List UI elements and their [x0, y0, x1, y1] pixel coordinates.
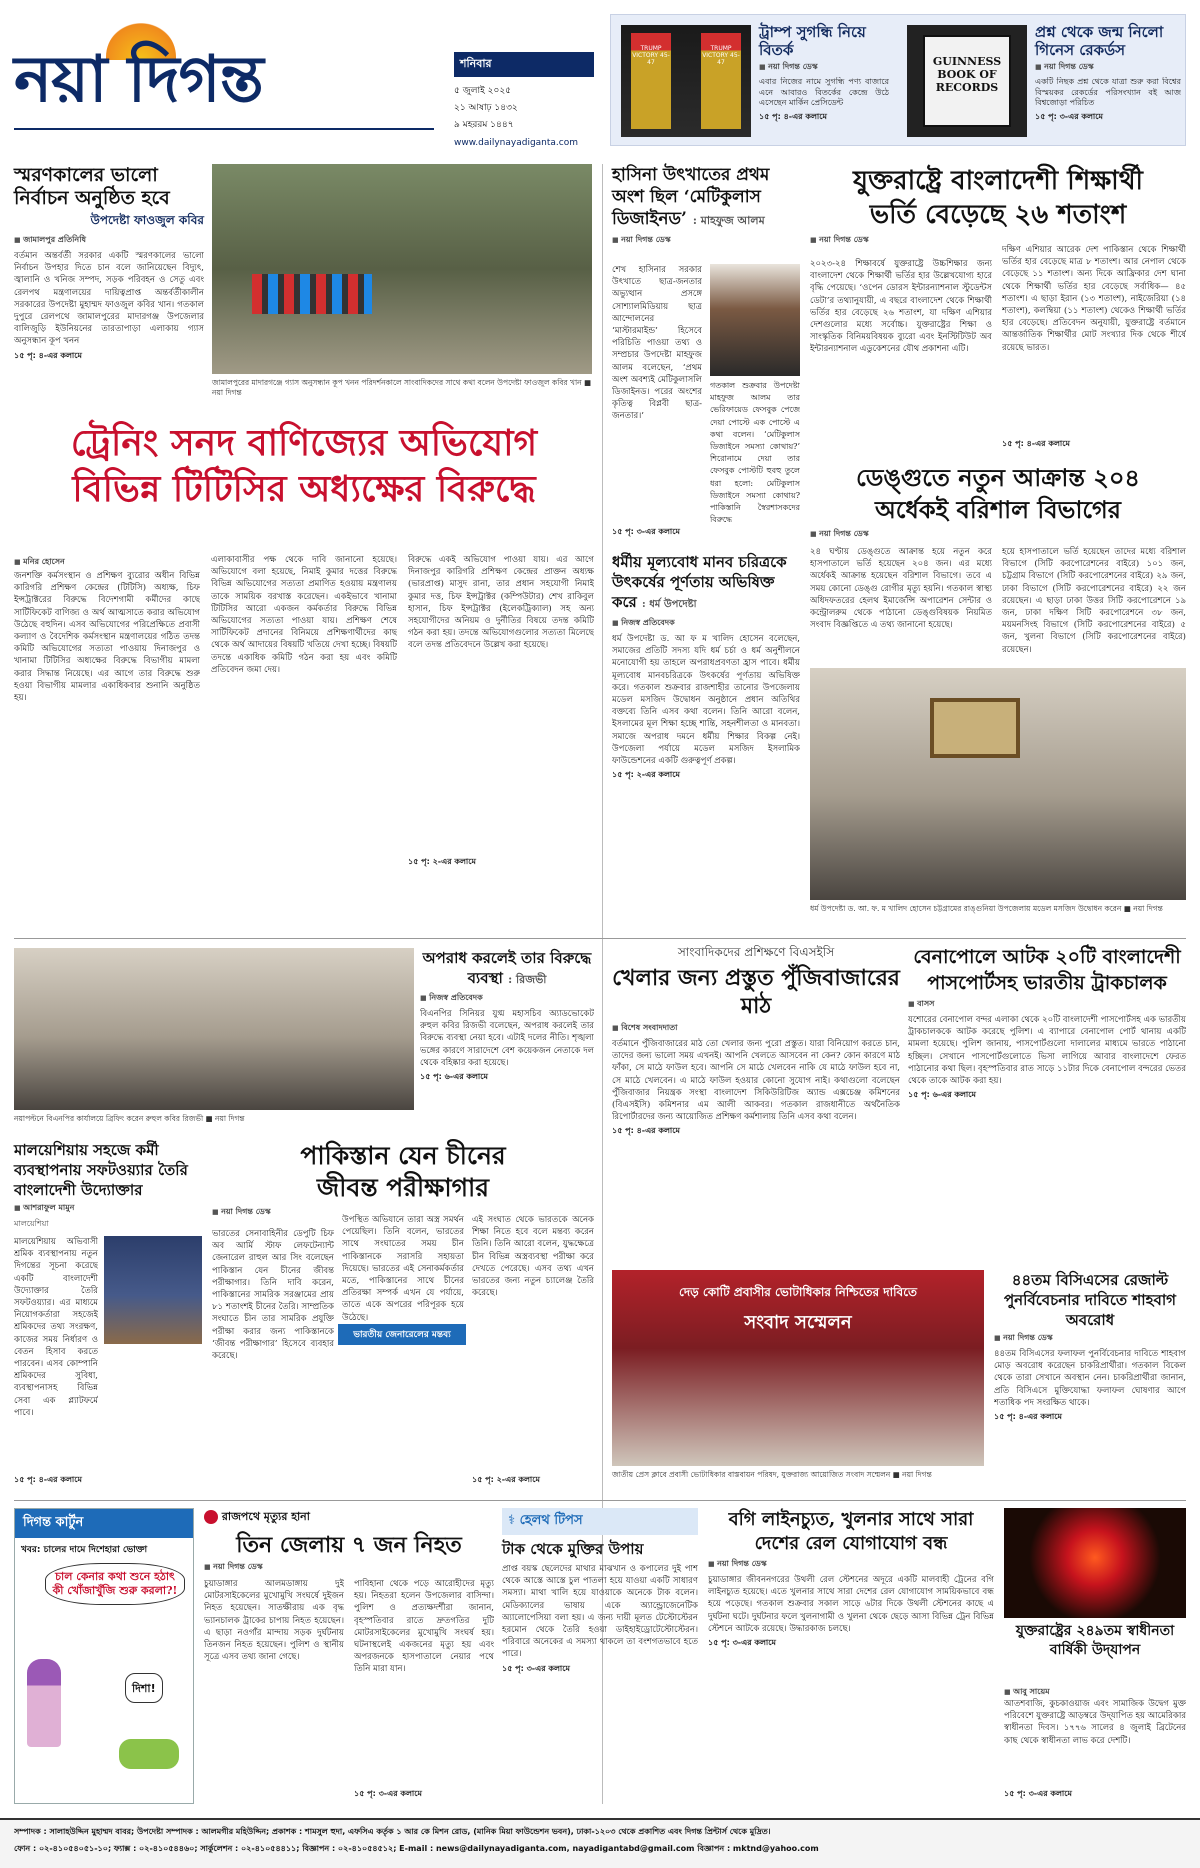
- teaser-guinness-text: একটি নিছক প্রশ্ন থেকে যাত্রা শুরু করা বিশ্বের বিস্ময়কর রেকর্ডের পরিসংখ্যান বই আজ বিশ্বজোড়া পরিচিত: [1035, 77, 1181, 107]
- benapole-reporter: ■ বাসস: [908, 998, 1186, 1011]
- rail-cont[interactable]: ১৫ পৃ: ৩-এর কলামে: [708, 1638, 776, 1648]
- bsec-title[interactable]: খেলার জন্য প্রস্তুত পুঁজিবাজারের মাঠ: [612, 965, 900, 1019]
- benapole-text: যশোরের বেনাপোল বন্দর এলাকা থেকে ২০টি বাংলাদেশী পাসপোর্টসহ এক ভারতীয় ট্রাকচালককে আটক করেছে পুলিশ। এ ব্যাপারে বেনাপোল পোর্ট থানায় একটি মামলা হয়েছে। পুলিশ জানায়, পাসপোর্টগুলো দালালের মাধ্যমে ভারতে পাঠানো হচ্ছিল। সেখানে পাসপোর্টগুলোতে ভিসা লাগিয়ে আবার বাংলাদেশে ফেরত পাঠানোর কথা ছিল। বৃহস্পতিবার রাত সাড়ে ১১টার দিকে বেনাপোল বন্দরের ভেতর থেকে তাকে আটক করা হয়।: [908, 1015, 1186, 1087]
- story-hasina: [612, 164, 800, 544]
- road-cont[interactable]: ১৫ পৃ: ৩-এর কলামে: [354, 1789, 422, 1798]
- crime-reporter: ■ নিজস্ব প্রতিবেদক: [420, 992, 594, 1005]
- expat-banner: [638, 1284, 958, 1339]
- election-reporter: ■ জামালপুর প্রতিনিধি: [14, 234, 204, 247]
- cartoon-header: দিগন্ত কার্টুন: [15, 1509, 193, 1538]
- teaser-trump-text: এবার নিজের নামে সুগন্ধি পণ্য বাজারে এনে আবারও বিতর্কের কেন্দ্রে উঠে এসেছেন মার্কিন প্রেসিডেন্ট: [759, 77, 889, 107]
- malaysia-location: মালয়েশিয়া: [14, 1219, 49, 1228]
- masthead: [14, 14, 594, 146]
- teaser-panel: [610, 14, 1186, 146]
- hasina-title-text: হাসিনা উৎখাতের প্রথম অংশ ছিল ‘মেটিকুলাস ডিজাইনড’: [612, 165, 770, 229]
- crime-title[interactable]: [420, 948, 594, 990]
- expat-banner-line-2: সংবাদ সম্মেলন: [744, 1312, 852, 1333]
- story-malaysia: [14, 1140, 204, 1492]
- pakistan-title-1[interactable]: পাকিস্তান যেন চীনের: [300, 1141, 506, 1170]
- benapole-title-1[interactable]: বেনাপোলে আটক ২০টি বাংলাদেশী: [913, 946, 1181, 968]
- benapole-cont[interactable]: ১৫ পৃ: ৬-এর কলামে: [908, 1090, 976, 1100]
- bcs-cont[interactable]: ১৫ পৃ: ৪-এর কলামে: [994, 1412, 1062, 1422]
- date-en: ৫ জুলাই ২০২৫: [454, 86, 512, 96]
- students-desk: ■ নয়া দিগন্ত ডেস্ক: [810, 234, 1186, 247]
- cartoon-caption: খবর: চালের দামে দিশেহারা ভোক্তা: [21, 1545, 148, 1555]
- values-byline: : ধর্ম উপদেষ্টা: [642, 599, 697, 610]
- values-cont[interactable]: ১৫ পৃ: ২-এর কলামে: [612, 770, 680, 780]
- imprint-line-1: সম্পাদক : সালাহউদ্দিন মুহাম্মদ বাবর; উপদেষ্টা সম্পাদক : আলমগীর মহিউদ্দিন; প্রকাশক : শামসুল হুদা, এফসিএ কর্তৃক ১ আর কে মিশন রোড, (মানিক মিয়া ফাউন্ডেশন ভবন), ঢাকা-১২০৩ থেকে প্রকাশিত এবং দিগন্ত প্রিন্টার্স থেকে মুদ্রিত।: [14, 1827, 771, 1836]
- independence-text: আতশবাজি, কুচকাওয়াজ এবং সামাজিক উদ্বেগ মুক্ত পরিবেশে যুক্তরাষ্ট্রে আড়ম্বরে উদ্‌যাপিত হয় আমেরিকার স্বাধীনতা দিবস। ১৭৭৬ সালের ৪ জুলাই ব্রিটেনের কাছ থেকে স্বাধীনতা লাভ করে দেশটি।: [1004, 1699, 1186, 1746]
- story-health: [502, 1508, 698, 1804]
- dengue-title-1[interactable]: ডেঙ্গুতে নতুন আক্রান্ত ২০৪: [855, 463, 1140, 492]
- independence-cont[interactable]: ১৫ পৃ: ৩-এর কলামে: [1004, 1789, 1072, 1798]
- death-icon: [204, 1510, 218, 1524]
- cartoon-woman-figure: [27, 1659, 61, 1747]
- expat-caption-text: জাতীয় প্রেস ক্লাবে প্রবাসী ভোটাধিকার বাস্তবায়ন পরিষদ, যুক্তরাজ্য আয়োজিত সংবাদ সম্মেলন: [612, 1470, 891, 1479]
- perfume-label-left: TRUMP VICTORY 45-47: [632, 45, 670, 66]
- students-title-1[interactable]: যুক্তরাষ্ট্রে বাংলাদেশী শিক্ষার্থী: [853, 166, 1143, 196]
- perfume-label-right: TRUMP VICTORY 45-47: [702, 45, 740, 66]
- hasina-text: গতকাল শুক্রবার উপদেষ্টা মাহফুজ আলম তার ভেরিফায়েড ফেসবুক পেজে দেয়া পোস্টে এক পোস্টে এ কথা বলেন। ‘মেটিকুলাস ডিজাইনে সমস্যা কোথায়?’ শিরোনামে দেয়া তার ফেসবুক পোস্টটি হুবহু তুলে ধরা হলো: মেটিকুলাস ডিজাইনে সমস্যা কোথায়? পাকিস্তানি স্বৈরশাসকদের বিরুদ্ধে: [710, 381, 800, 525]
- hasina-cont[interactable]: ১৫ পৃ: ৩-এর কলামে: [612, 527, 680, 536]
- story-dengue: [810, 462, 1186, 662]
- crime-caption-text: নয়াপল্টনে বিএনপির কার্যালয়ে ব্রিফিং করেন রুহুল কবির রিজভী: [14, 1114, 204, 1123]
- guinness-cover: [923, 35, 1011, 127]
- cartoon-man-figure: [119, 1739, 179, 1769]
- pakistan-title-2[interactable]: জীবন্ত পরীক্ষাগার: [316, 1173, 490, 1202]
- pakistan-cont[interactable]: ১৫ পৃ: ২-এর কলামে: [472, 1475, 540, 1484]
- section-rule-1: [14, 938, 1186, 939]
- story-bcs: [994, 1270, 1186, 1492]
- microphones-icon: [252, 274, 372, 314]
- crime-caption: নয়াপল্টনে বিএনপির কার্যালয়ে ব্রিফিং করেন রুহুল কবির রিজভী ■ নয়া দিগন্ত: [14, 1114, 245, 1123]
- cartoon-bubble-small-text: দিশা!: [132, 1682, 156, 1695]
- crime-text: বিএনপির সিনিয়র যুগ্ম মহাসচিব অ্যাডভোকেট রুহুল কবির রিজভী বলেছেন, অপরাধ করলেই তার বিরুদ্ধে ব্যবস্থা নেয়া হবে। এটাই দলের নীতি। শৃঙ্খলা ভঙ্গের কারণে সারাদেশে বেশ কয়েকজন নেতাকে দল থেকে বহিষ্কার করা হয়েছে।: [420, 1009, 594, 1068]
- pakistan-badge: ভারতীয় জেনারেলের মন্তব্য: [338, 1324, 466, 1345]
- road-kicker-text: রাজপথে মৃত্যুর হানা: [221, 1510, 310, 1523]
- lead-title-1[interactable]: ট্রেনিং সনদ বাণিজ্যের অভিযোগ: [70, 422, 538, 464]
- hasina-text-narrow: শেখ হাসিনার সরকার উৎখাতে ছাত্র-জনতার অভ্যুত্থান প্রসঙ্গে সোশ্যালমিডিয়ায় ছাত্র আন্দোলনের ‘মাস্টারমাইন্ড’ হিসেবে পরিচিতি পাওয়া তথ্য ও সম্প্রচার উপদেষ্টা মাহফুজ আলম বলেছেন, ‘প্রথম অংশ অবশ্যই মেটিকুলাসলি ডিজাইনড। পরের অংশের কৃতিত্ব বিপ্লবী ছাত্র-জনতার।’: [612, 265, 702, 422]
- election-caption-credit: নয়া দিগন্ত: [212, 388, 242, 397]
- students-title-2[interactable]: ভর্তি বেড়েছে ২৬ শতাংশ: [869, 200, 1127, 230]
- expat-caption-credit: নয়া দিগন্ত: [902, 1470, 932, 1479]
- election-cont[interactable]: ১৫ পৃ: ৪-এর কলামে: [14, 350, 82, 360]
- cartoon-bubble-small: [125, 1673, 163, 1703]
- road-col-2: পাবিহানা থেকে পড়ে আরোহীদের মৃত্যু হয়। নিহতরা হলেন উপজেলার বাসিন্দা। পুলিশ ও প্রত্যক্ষদর্শীরা জানান, বৃহস্পতিবার রাতে দ্রুতগতির দুটি মোটরসাইকেলের মুখোমুখি সংঘর্ষ হয়। ঘটনাস্থলেই একজনের মৃত্যু হয় এবং অপরজনকে হাসপাতালে নেয়ার পথে তিনি মারা যান।: [354, 1579, 494, 1675]
- dengue-desk: ■ নয়া দিগন্ত ডেস্ক: [810, 528, 1186, 541]
- election-text: বর্তমান অন্তর্বর্তী সরকার একটি স্মরণকালের ভালো নির্বাচন উপহার দিতে চান বলে জানিয়েছেন বিদ্যুৎ, জ্বালানি ও খনিজ সম্পদ, সড়ক পরিবহন ও সেতু এবং রেলপথ মন্ত্রণালয়ের দায়িত্বপ্রাপ্ত অন্তর্বর্তীকালীন সরকারের উপদেষ্টা মুহাম্মদ ফাওজুল কবির খান। গতকাল দুপুরে রেলপথে জামালপুরের মাদারগঞ্জ উপজেলার বালিজুড়ি ইউনিয়নের তারতাপাড়া এলাকায় গ্যাস অনুসন্ধান কূপ খনন: [14, 251, 204, 347]
- teaser-trump-desk: ■ নয়া দিগন্ত ডেস্ক: [759, 61, 889, 74]
- expat-press-conference-photo[interactable]: [612, 1270, 984, 1466]
- dengue-title-2[interactable]: অর্ধেকই বরিশাল বিভাগের: [875, 495, 1121, 524]
- bcs-text: ৪৪তম বিসিএসের ফলাফল পুনর্বিবেচনার দাবিতে শাহবাগ মোড় অবরোধ করেছেন চাকরিপ্রার্থীরা। গতকাল বিকেল থেকে তারা সেখানে অবস্থান নেন। চাকরিপ্রার্থীরা জানান, প্রতি বিসিএসে মুক্তিযোদ্ধা ফলাফল ঘোষণার আগে শতাধিক পদ সংরক্ষিত থাকে।: [994, 1349, 1186, 1408]
- election-caption: জামালপুরের মাদারগঞ্জে গ্যাস অনুসন্ধান কূপ খনন পরিদর্শনকালে সাংবাদিকদের সাথে কথা বলেন উপদেষ্টা ফাওজুল কবির খান ■ নয়া দিগন্ত: [212, 378, 592, 397]
- values-reporter: ■ নিজস্ব প্রতিবেদক: [612, 617, 800, 630]
- bsec-text: বর্তমানে পুঁজিবাজারের মাঠ তো খেলার জন্য পুরো প্রস্তুত। যারা বিনিয়োগ করতে চান, তাদের জন্য ভালো সময় এখনই। আপনি খেলতে আসবেন না কেন? কোন কারণে মাঠ ফাঁকা, সে মাঠে ফাউল হবে। আপনি সে মাঠে খেলবেন নাকি যে মাঠে ফাউল হবে না, সে মাঠে খেলবেন। এ মাঠে ফাউল হওয়ার কোনো সুযোগ নাই। কথাগুলো বলেছেন পুঁজিবাজার নিয়ন্ত্রক সংস্থা বাংলাদেশ সিকিউরিটিজ অ্যান্ড এক্সচেঞ্জ কমিশনের (বিএসইসি) কমিশনার এম আলী আকবর। গতকাল রাজধানীতে অর্থনৈতিক রিপোর্টারদের জন্য আয়োজিত প্রশিক্ষণ কর্মশালায় তিনি এসব কথা বলেন।: [612, 1039, 900, 1123]
- mahfuz-portrait[interactable]: [710, 264, 800, 376]
- story-election: [14, 164, 204, 400]
- rizvi-briefing-photo[interactable]: [14, 948, 414, 1110]
- teaser-guinness-desk: ■ নয়া দিগন্ত ডেস্ক: [1035, 61, 1181, 74]
- cartoon-panel: [14, 1508, 194, 1804]
- story-rail: [708, 1508, 994, 1804]
- guinness-book-image[interactable]: [907, 25, 1027, 137]
- crime-title-text: অপরাধ করলেই তার বিরুদ্ধে ব্যবস্থা: [422, 949, 592, 987]
- crime-cont[interactable]: ১৫ পৃ: ৬-এর কলামে: [420, 1072, 488, 1082]
- masthead-logo[interactable]: নয়া দিগন্ত: [14, 42, 263, 117]
- pakistan-col-2: উপস্থিত অভিযানে তারা অস্ত্র সমর্থন পেয়েছিল। তিনি বলেন, ভারতের সাথে সংঘাতের সময় চীন পাকিস্তানকে সরাসরি সহায়তা দিয়েছে। ভারতের এই সেনাকর্মকর্তার মতে, পাকিস্তানের সাথে চীনের প্রতিরক্ষা সম্পর্ক এখন যে পর্যায়ে, তাতে একে অপরের পরিপূরক হয়ে উঠেছে।: [342, 1215, 464, 1323]
- date-hijri: ৯ মহররম ১৪৪৭: [454, 120, 514, 130]
- date-bn: ২১ আষাঢ় ১৪৩২: [454, 103, 518, 113]
- story-crime: [420, 948, 594, 1128]
- teaser-trump-cont[interactable]: ১৫ পৃ: ৪-এর কলামে: [759, 111, 827, 121]
- story-values: [612, 552, 800, 922]
- story-independence: [1004, 1508, 1186, 1804]
- day-label: শনিবার: [454, 52, 594, 77]
- rail-text: চুয়াডাঙ্গার জীবননগরের উথলী রেল স্টেশনের অদূরে একটি মালবাহী ট্রেনের বগি লাইনচ্যুত হয়েছে। এতে খুলনার সাথে সারা দেশের রেল যোগাযোগ সাময়িকভাবে বন্ধ হয়ে পড়েছে। গতকাল শুক্রবার সকাল সাড়ে ৬টার দিকে উথলী স্টেশনের কাছে এ দুর্ঘটনা ঘটে। দুর্ঘটনার ফলে খুলনাগামী ও খুলনা থেকে ছেড়ে আসা বিভিন্ন ট্রেন বিভিন্ন স্টেশনে আটকে রয়েছে। উদ্ধারকাজ চলছে।: [708, 1575, 994, 1634]
- students-col-1: ২০২৩-২৪ শিক্ষাবর্ষে যুক্তরাষ্ট্রে উচ্চশিক্ষার জন্য বাংলাদেশ থেকে শিক্ষার্থী ভর্তির হার উল্লেখযোগ্য হারে বৃদ্ধি পেয়েছে। ‘ওপেন ডোরস ইন্টারন্যাশনাল স্টুডেন্টস ডেটা’র তথ্যানুযায়ী, এ বছরে বাংলাদেশ থেকে শিক্ষার্থী ভর্তির হার বেড়েছে ২৬ শতাংশ, যা দক্ষিণ এশিয়ার দেশগুলোর মধ্যে সর্বোচ্চ। যুক্তরাষ্ট্রের শিক্ষা ও সাংস্কৃতিক বিনিময়বিষয়ক ব্যুরো এবং ইনস্টিটিউট অব ইন্টারন্যাশনাল এডুকেশনের যৌথ প্রকাশনা এটি।: [810, 259, 992, 355]
- teaser-trump[interactable]: [759, 23, 889, 124]
- malaysia-text: মালয়েশিয়ায় অভিবাসী শ্রমিক ব্যবস্থাপনায় নতুন দিগন্তের সূচনা করেছে একটি বাংলাদেশী উদ্যোক্তার তৈরি সফটওয়্যার। এর মাধ্যমে নিয়োগকর্তারা সহজেই শ্রমিকদের তথ্য সংরক্ষণ, কাজের সময় নির্ধারণ ও বেতন হিসাব করতে পারবেন। এসব কোম্পানি শ্রমিকদের সুবিধা, ব্যবস্থাপনাসহ বিভিন্ন সেবা এক প্ল্যাটফর্মে পাবে।: [14, 1237, 98, 1418]
- pakistan-col-1: ভারতের সেনাবাহিনীর ডেপুটি চিফ অব আর্মি স্টাফ লেফটেন্যান্ট জেনারেল রাহুল আর সিং বলেছেন পাকিস্তান যেন চীনের জীবন্ত পরীক্ষাগার। তিনি দাবি করেন, পাকিস্তানের সামরিক সরঞ্জামের প্রায় ৮১ শতাংশই চীনের তৈরি। সাম্প্রতিক সংঘাতে চীন তার সামরিক প্রযুক্তি পরীক্ষা করার জন্য পাকিস্তানকে ‘জীবন্ত পরীক্ষাগার’ হিসেবে ব্যবহার করেছে।: [212, 1229, 334, 1362]
- expat-banner-line-1: দেড় কোটি প্রবাসীর ভোটাধিকার নিশ্চিতের দাবিতে: [678, 1285, 918, 1299]
- students-col-2: দক্ষিণ এশিয়ার আরেক দেশ পাকিস্তান থেকে শিক্ষার্থী ভর্তির হার বেড়েছে মাত্র ৮ শতাংশ। আর নেপাল থেকে বেড়েছে ১১ শতাংশ। অন্য দিকে আফ্রিকার দেশ ঘানা থেকে শিক্ষার্থী ভর্তির হার বেড়েছে সর্বাধিক— ৪৫ শতাংশ। এ ছাড়া ইরান (১৩ শতাংশ), নাইজেরিয়া (১৪ শতাংশ), কলম্বিয়া (১১ শতাংশ) থেকেও শিক্ষার্থী ভর্তির হার বেড়েছে। প্রতিবেদন অনুযায়ী, যুক্তরাষ্ট্রে বর্তমানে আন্তর্জাতিক শিক্ষার্থীর মোট সংখ্যার দিক থেকে শীর্ষে রয়েছে ভারত।: [1002, 245, 1186, 353]
- imprint-line-2: ফোন : ০২-৪১০৫৪০৫১-১০; ফ্যাক্স : ০২-৪১০৫৪৪৬০; সার্কুলেশন : ০২-৪১০৫৪৪১১; বিজ্ঞাপন : ০২-৪১০৫৪৫১২; E-mail : news@dailynayadiganta.com, nayadigantabd@gmail.com বিজ্ঞাপন : mktnd@yahoo.com: [14, 1844, 819, 1853]
- election-subtitle: উপদেষ্টা ফাওজুল কবির: [90, 213, 204, 227]
- health-kicker: [502, 1508, 698, 1535]
- hasina-byline: : মাহফুজ আলম: [692, 214, 765, 227]
- independence-title[interactable]: যুক্তরাষ্ট্রের ২৪৯তম স্বাধীনতা বার্ষিকী উদ্‌যাপন: [1015, 1623, 1175, 1658]
- story-benapole: [908, 944, 1186, 1262]
- logo-underline: [14, 128, 434, 130]
- rail-title[interactable]: বগি লাইনচ্যুত, খুলনার সাথে সারা দেশের রেল যোগাযোগ বন্ধ: [728, 1509, 974, 1554]
- teaser-trump-title[interactable]: ট্রাম্প সুগন্ধি নিয়ে বিতর্ক: [759, 23, 866, 59]
- students-cont[interactable]: ১৫ পৃ: ৪-এর কলামে: [1002, 439, 1070, 448]
- values-caption-text: ধর্ম উপদেষ্টা ড. আ. ফ. ম খালিদ হোসেন চট্টগ্রামের রাঙ্গুনিয়া উপজেলায় মডেল মসজিদ উদ্বোধন করেন: [810, 904, 1122, 913]
- mosque-inauguration-photo[interactable]: [810, 668, 1186, 900]
- lead-cont[interactable]: ১৫ পৃ: ২-এর কলামে: [408, 857, 476, 866]
- malaysia-cont[interactable]: ১৫ পৃ: ৪-এর কলামে: [14, 1475, 82, 1484]
- hasina-title[interactable]: [612, 164, 800, 232]
- crime-caption-credit: নয়া দিগন্ত: [214, 1114, 245, 1123]
- bcs-title[interactable]: ৪৪তম বিসিএসের রেজাল্ট পুনর্বিবেচনার দাবিতে শাহবাগ অবরোধ: [1003, 1271, 1177, 1329]
- pakistan-desk: ■ নয়া দিগন্ত ডেস্ক: [212, 1206, 594, 1219]
- lead-headline: [14, 420, 594, 512]
- values-title-text: ধর্মীয় মূল্যবোধ মানব চরিত্রকে উৎকর্ষের পূর্ণতায় অভিষিক্ত করে: [612, 553, 787, 611]
- lead-col-2: এলাকাবাসীর পক্ষ থেকে দাবি জানানো হয়েছে। অভিযোগে বলা হয়েছে, নিমাই কুমার দত্তের বিরুদ্ধে বিভিন্ন অভিযোগের সত্যতা প্রমাণিত হওয়ায় মন্ত্রণালয় তাকে সাময়িক বরখাস্ত করেছেন। একইভাবে খানামা টিটিসির আরো একজন কর্মকর্তার বিরুদ্ধে বিভিন্ন অভিযোগের সত্যতা পাওয়া যায়। প্রশিক্ষণ শেষে সার্টিফিকেট প্রদানের বিনিময়ে প্রশিক্ষণার্থীদের কাছ থেকে অর্থ আদায়ের বিষয়টি খতিয়ে দেখা হচ্ছে। বিষয়টি তদন্তে একাধিক কমিটি গঠন করা হয় এবং কমিটি প্রতিবেদন জমা দেয়।: [211, 555, 397, 675]
- election-title[interactable]: স্মরণকালের ভালো নির্বাচন অনুষ্ঠিত হবে: [14, 164, 170, 209]
- plaque-icon: [930, 698, 1020, 758]
- teaser-guinness-cont[interactable]: ১৫ পৃ: ৩-এর কলামে: [1035, 111, 1103, 121]
- lead-reporter: ■ মনির হোসেন: [14, 556, 594, 569]
- story-pakistan: [212, 1140, 594, 1492]
- lead-title-2[interactable]: বিভিন্ন টিটিসির অধ্যক্ষের বিরুদ্ধে: [72, 468, 536, 510]
- road-kicker: [204, 1508, 494, 1527]
- story-students: [810, 164, 1186, 454]
- values-title[interactable]: [612, 552, 800, 615]
- lead-col-1: জনশক্তি কর্মসংস্থান ও প্রশিক্ষণ ব্যুরোর অধীন বিভিন্ন কারিগরি প্রশিক্ষণ কেন্দ্রের (টিটিসি) অধ্যক্ষ, চিফ ইন্সট্রাক্টরের বিরুদ্ধে বিদেশগামী কর্মীদের কাছে সার্টিফিকেট বাণিজ্য ও অর্থ আত্মসাতে করার অভিযোগ উঠেছে বহুদিন। এসব অভিযোগের পরিপ্রেক্ষিতে প্রবাসী কল্যাণ ও বৈদেশিক কর্মসংস্থান মন্ত্রণালয়ের গঠিত তদন্ত কমিটি অভিযোগের সত্যতা পাওয়ায় দিনাজপুর ও খানামা টিটিসির অধ্যক্ষের বিরুদ্ধে বিভাগীয় মামলা করার সিদ্ধান্ত নিয়েছে। এর আগে তার বিরুদ্ধে শুরু হওয়া বিভাগীয় মামলার একাধিকবার শুনানি অনুষ্ঠিত হয়।: [14, 571, 200, 704]
- road-desk: ■ নয়া দিগন্ত ডেস্ক: [204, 1561, 494, 1574]
- expat-caption: জাতীয় প্রেস ক্লাবে প্রবাসী ভোটাধিকার বাস্তবায়ন পরিষদ, যুক্তরাজ্য আয়োজিত সংবাদ সম্মেলন ■ নয়া দিগন্ত: [612, 1470, 932, 1479]
- lead-col-3: বিরুদ্ধে একই অভিযোগ পাওয়া যায়। এর আগে দিনাজপুর কারিগরি প্রশিক্ষণ কেন্দ্রের প্রাক্তন অধ্যক্ষ (ভারপ্রাপ্ত) মাসুদ রানা, তার প্রধান সহযোগী নিমাই কুমার দত্ত, চিফ ইন্সট্রাক্টর (কম্পিউটার) শেখ রাকিবুল হাসান, চিফ ইন্সট্রাক্টর (ইলেকট্রিক্যাল) সহ অন্য সহযোগীদের অনিয়ম ও দুর্নীতির বিষয়ে তদন্ত কমিটি গঠন করা হয়। তদন্তে অভিযোগগুলোর সত্যতা মিলেছে বলে তদন্ত প্রতিবেদনে উল্লেখ করা হয়েছে।: [408, 555, 594, 651]
- imprint-footer: [0, 1818, 1200, 1868]
- trump-perfume-image[interactable]: [621, 25, 751, 137]
- benapole-title-2[interactable]: পাসপোর্টসহ ভারতীয় ট্রাকচালক: [927, 972, 1167, 994]
- doctor-icon: ⚕: [508, 1513, 516, 1528]
- independence-byline: ■ আবু সায়েম: [1004, 1686, 1050, 1699]
- dengue-col-1: ২৪ ঘণ্টায় ডেঙ্গুতে আক্রান্ত হয়ে নতুন করে হাসপাতালে ভর্তি হয়েছেন ২০৪ জন। এর মধ্যে অর্ধেকই আক্রান্ত হয়েছেন বরিশাল বিভাগে। তবে এ সময় কোনো ডেঙ্গু রোগীর মৃত্যু হয়নি। গতকাল স্বাস্থ্য অধিদফতরের হেলথ ইমার্জেন্সি অপারেশন সেন্টার ও কন্ট্রোলরুম থেকে পাঠানো ডেঙ্গুবিষয়ক নিয়মিত সংবাদ বিজ্ঞপ্তিতে এ তথ্য জানানো হয়েছে।: [810, 547, 992, 631]
- election-photo[interactable]: [212, 164, 592, 374]
- teaser-guinness[interactable]: [1035, 23, 1181, 124]
- dateline-box: [454, 52, 594, 148]
- election-caption-text: জামালপুরের মাদারগঞ্জে গ্যাস অনুসন্ধান কূপ খনন পরিদর্শনকালে সাংবাদিকদের সাথে কথা বলেন উপদেষ্টা ফাওজুল কবির খান: [212, 378, 582, 387]
- story-road: [204, 1508, 494, 1804]
- road-col-1: চুয়াডাঙ্গার আলমডাঙ্গায় দুই মোটরসাইকেলের মুখোমুখি সংঘর্ষে দুইজন নিহত হয়েছেন। সাতক্ষীরায় এক বৃদ্ধ ভ্যানচালক ট্রাকের চাপায় নিহত হয়েছেন। এ ছাড়া নওগাঁর মান্দায় সড়ক দুর্ঘটনায় তিনজন নিহত হয়েছেন। পুলিশ ও স্থানীয় সূত্রে এসব তথ্য জানা গেছে।: [204, 1579, 344, 1663]
- bcs-desk: ■ নয়া দিগন্ত ডেস্ক: [994, 1332, 1186, 1345]
- values-text: ধর্ম উপদেষ্টা ড. আ ফ ম খালিদ হোসেন বলেছেন, সমাজের প্রতিটি সদস্য যদি ধর্ম চর্চা ও ধর্ম অনুশীলনে মনোযোগী হয় তাহলে অপরাধপ্রবণতা হ্রাস পাবে। ধর্মীয় মূল্যবোধ মানবচরিত্রকে উৎকর্ষের পূর্ণতায় অভিষিক্ত করে। গতকাল শুক্রবার রাজশাহীর তানোর উপজেলায় মডেল মসজিদ উদ্বোধন অনুষ্ঠানে প্রধান অতিথির বক্তব্যে তিনি এসব কথা বলেন। তিনি আরো বলেন, ইসলামের মূল শিক্ষা হচ্ছে শান্তি, সহনশীলতা ও মানবতা। সমাজে অপরাধ দমনে ধর্মীয় শিক্ষার বিকল্প নেই। উপজেলা পর্যায়ে মডেল মসজিদ ইসলামিক ফাউন্ডেশনের একটি গুরুত্বপূর্ণ প্রকল্প।: [612, 634, 800, 767]
- dengue-col-2: হয়ে হাসপাতালে ভর্তি হয়েছেন তাদের মধ্যে বরিশাল বিভাগে (সিটি করপোরেশনের বাইরে) ১০১ জন, চট্টগ্রাম বিভাগে (সিটি করপোরেশনের বাইরে) ২৯ জন, ঢাকা বিভাগে (সিটি করপোরেশনের বাইরে) ২২ জন রয়েছেন। এ ছাড়া ঢাকা উত্তর সিটি করপোরেশনে ১৯ জন, ঢাকা দক্ষিণ সিটি করপোরেশনে ৩৮ জন, ময়মনসিংহ বিভাগে (সিটি করপোরেশনের বাইরে) ৫ জন, খুলনা বিভাগে (সিটি করপোরেশনের বাইরে) রয়েছেন।: [1002, 547, 1186, 655]
- story-bsec: [612, 944, 900, 1262]
- malaysia-reporter: ■ আশরাফুল মামুন: [14, 1202, 204, 1215]
- values-caption: ধর্ম উপদেষ্টা ড. আ. ফ. ম খালিদ হোসেন চট্টগ্রামের রাঙ্গুনিয়া উপজেলায় মডেল মসজিদ উদ্বোধন করেন ■ নয়া দিগন্ত: [810, 904, 1163, 913]
- fireworks-photo[interactable]: [1004, 1508, 1186, 1618]
- health-kicker-text: হেলথ টিপস: [519, 1513, 583, 1528]
- story-lead: [14, 554, 594, 912]
- guinness-cover-text: GUINNESS BOOK OF RECORDS: [932, 55, 1002, 94]
- malaysia-title[interactable]: মালয়েশিয়ায় সহজে কর্মী ব্যবস্থাপনায় সফটওয়্যার তৈরি বাংলাদেশী উদ্যোক্তার: [14, 1141, 188, 1199]
- health-title[interactable]: টাক থেকে মুক্তির উপায়: [502, 1540, 644, 1558]
- hasina-desk: ■ নয়া দিগন্ত ডেস্ক: [612, 234, 800, 247]
- bsec-kicker: সাংবাদিকদের প্রশিক্ষণে বিএসইসি: [677, 945, 835, 959]
- cartoon-speech-bubble: [45, 1563, 185, 1605]
- values-caption-credit: নয়া দিগন্ত: [1133, 904, 1163, 913]
- section-rule-2: [14, 1500, 1186, 1501]
- cartoon-bubble-text: চাল কেনার কথা শুনে হঠাৎ কী খোঁজাখুঁজি শুরু করলা?!: [52, 1570, 178, 1597]
- road-title[interactable]: তিন জেলায় ৭ জন নিহত: [236, 1532, 462, 1558]
- teaser-guinness-title[interactable]: প্রশ্ন থেকে জন্ম নিলো গিনেস রেকর্ডস: [1035, 23, 1164, 59]
- health-text: প্রাপ্ত বয়স্ক ছেলেদের মাথার মাঝখান ও কপালের দুই পাশ থেকে আস্তে আস্তে চুল পাতলা হয়ে যাওয়া একটি সাধারণ সমস্যা। মাথা খালি হয়ে যাওয়াকে অনেকে টাক বলেন। মেডিক্যালের ভাষায় একে অ্যান্ড্রোজেনেটিক অ্যালোপেসিয়া বলা হয়। এ জন্য দায়ী মূলত টেস্টোস্টেরন হরমোন থেকে তৈরি হওয়া ডাইহাইড্রোটেস্টোস্টেরন। পরিবারে অনেকের এ সমস্যা থাকলে তা বংশগতভাবে হতে পারে।: [502, 1564, 698, 1660]
- pakistan-col-3: এই সংঘাত থেকে ভারতকে অনেক শিক্ষা নিতে হবে বলে মন্তব্য করেন তিনি। তিনি আরো বলেন, যুদ্ধক্ষেত্রে চীন বিভিন্ন অস্ত্রব্যবস্থা পরীক্ষা করে দেখতে পেরেছে। এসব তথ্য এখন ভারতের জন্য নতুন চ্যালেঞ্জ তৈরি করেছে।: [472, 1215, 594, 1299]
- bsec-reporter: ■ বিশেষ সংবাদদাতা: [612, 1022, 900, 1035]
- crime-byline: : রিজভী: [508, 973, 547, 986]
- website-link[interactable]: www.dailynayadiganta.com: [454, 138, 579, 148]
- bsec-cont[interactable]: ১৫ পৃ: ৪-এর কলামে: [612, 1126, 680, 1136]
- health-cont[interactable]: ১৫ পৃ: ৩-এর কলামে: [502, 1663, 570, 1673]
- rail-desk: ■ নয়া দিগন্ত ডেস্ক: [708, 1558, 994, 1571]
- malaysia-portrait[interactable]: [104, 1236, 202, 1344]
